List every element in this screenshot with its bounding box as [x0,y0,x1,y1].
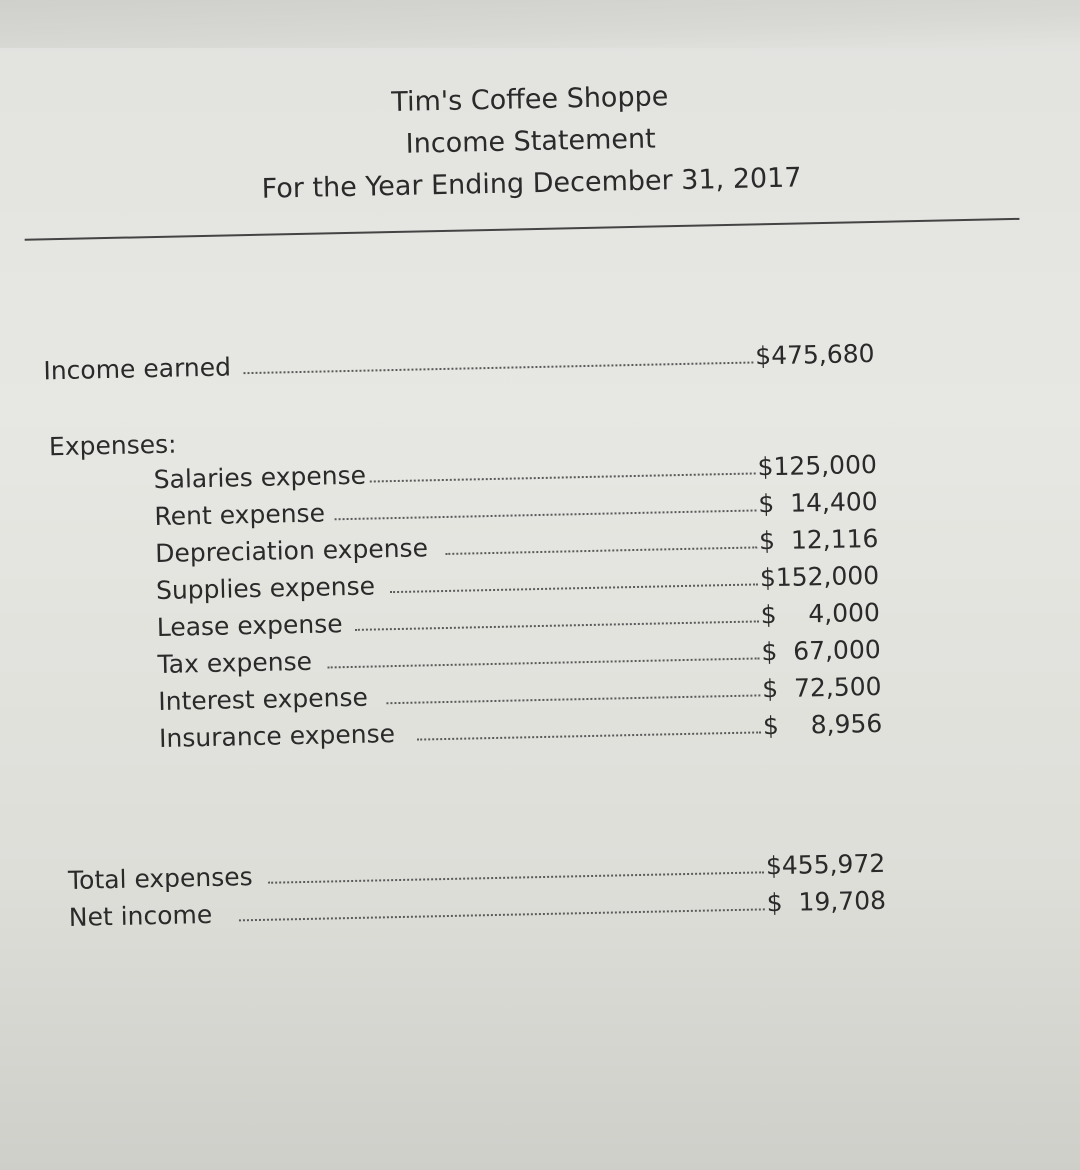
dot-leader [390,583,758,593]
dot-leader [386,694,760,704]
expense-label: Interest expense [158,682,369,717]
header-divider [25,218,1020,241]
dot-leader [370,472,756,482]
dot-leader [268,871,764,883]
total-expenses-label: Total expenses [67,862,253,895]
dot-leader [445,546,757,555]
expense-amount: $ 14,400 [758,486,878,519]
expense-label: Lease expense [156,609,343,643]
expenses-heading: Expenses: [48,429,177,462]
expense-label: Rent expense [154,498,326,532]
income-earned-label: Income earned [43,352,232,386]
company-name: Tim's Coffee Shoppe [391,81,669,119]
expense-label: Salaries expense [153,460,367,495]
dot-leader [243,361,753,374]
expense-amount: $ 12,116 [758,523,879,556]
statement-period: For the Year Ending December 31, 2017 [261,162,802,205]
expense-label: Depreciation expense [154,533,429,569]
expense-label: Insurance expense [158,719,396,754]
income-earned-amount: $475,680 [754,338,875,371]
expense-amount: $ 72,500 [761,671,882,704]
dot-leader [239,908,765,921]
expense-label: Supplies expense [155,571,376,606]
total-expenses-amount: $455,972 [765,848,886,881]
expense-amount: $152,000 [759,560,880,593]
statement-title: Income Statement [405,123,657,160]
dot-leader [355,620,759,630]
expense-label: Tax expense [157,646,313,680]
income-earned-row [43,337,884,389]
net-income-label: Net income [68,899,213,932]
expense-amount: $ 67,000 [761,634,882,667]
dot-leader [417,731,761,740]
dot-leader [328,657,760,668]
dot-leader [335,509,757,520]
net-income-amount: $ 19,708 [766,885,887,918]
expense-amount: $125,000 [757,449,878,482]
expense-amount: $ 4,000 [760,597,881,630]
expense-amount: $ 8,956 [762,708,883,741]
